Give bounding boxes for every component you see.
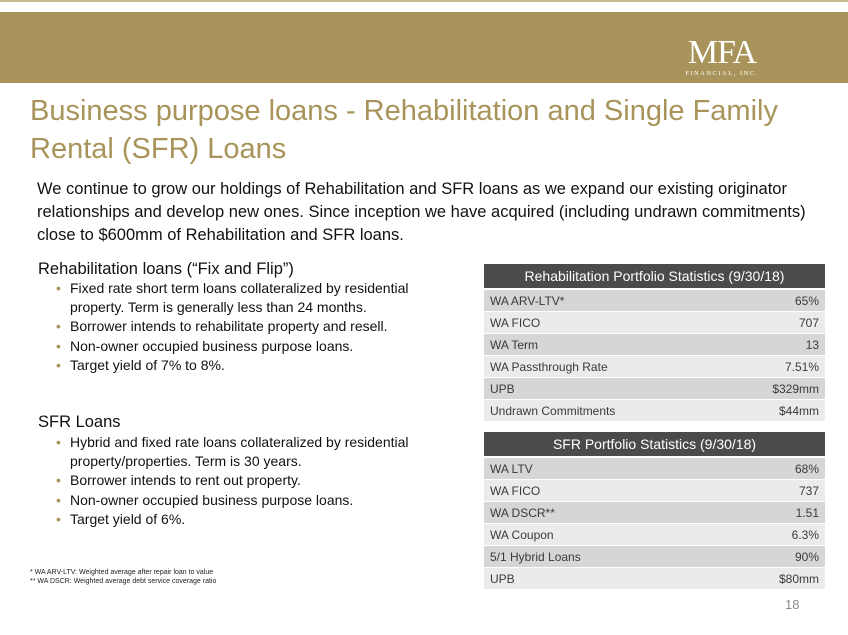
stat-value: 6.3% xyxy=(710,524,825,546)
logo-text: MFA xyxy=(687,34,757,71)
stat-label: WA Term xyxy=(484,334,723,356)
sfr-stats-table xyxy=(484,432,825,590)
table-header-row xyxy=(484,432,825,457)
list-item xyxy=(38,510,458,529)
bullet-text: Hybrid and fixed rate loans collateralized by residential property/properties. Term is 30 years. xyxy=(70,434,409,470)
title-line-2: Rental (SFR) Loans xyxy=(30,133,287,165)
bullet-icon: • xyxy=(56,337,61,354)
rehab-bullet-list xyxy=(38,279,458,375)
stat-value: 7.51% xyxy=(723,356,825,378)
intro-paragraph: We continue to grow our holdings of Rehabilitation and SFR loans as we expand our existing originator relationships and develop new ones. Since inception we have acquired (including undrawn commitments) close to $600mm of Rehabilitation and SFR loans. xyxy=(37,180,806,244)
stat-value: 737 xyxy=(710,480,825,502)
page-title xyxy=(30,92,830,168)
stat-value: $329mm xyxy=(723,378,825,400)
stat-label: 5/1 Hybrid Loans xyxy=(484,546,710,568)
rehab-heading: Rehabilitation loans (“Fix and Flip”) xyxy=(38,260,294,278)
table-row xyxy=(484,480,825,502)
bullet-icon: • xyxy=(56,356,61,373)
footnote-2: ** WA DSCR: Weighted average debt service coverage ratio xyxy=(30,578,217,585)
table-row xyxy=(484,356,825,378)
stat-label: WA LTV xyxy=(484,457,710,480)
list-item xyxy=(38,433,458,471)
bullet-text: Borrower intends to rehabilitate property and resell. xyxy=(70,318,388,335)
stat-label: Undrawn Commitments xyxy=(484,400,723,422)
bullet-icon: • xyxy=(56,318,61,335)
list-item xyxy=(38,279,458,317)
table-row xyxy=(484,400,825,422)
stat-value: 707 xyxy=(723,312,825,334)
stat-label: WA FICO xyxy=(484,480,710,502)
bullet-text: Non-owner occupied business purpose loans. xyxy=(70,491,354,508)
table-row xyxy=(484,312,825,334)
stat-value: 65% xyxy=(723,289,825,312)
list-item xyxy=(38,491,458,510)
footnotes xyxy=(30,568,216,586)
stat-label: WA DSCR** xyxy=(484,502,710,524)
table-row xyxy=(484,524,825,546)
sfr-bullet-list xyxy=(38,433,458,529)
list-item xyxy=(38,356,458,375)
list-item xyxy=(38,317,458,336)
stat-label: WA FICO xyxy=(484,312,723,334)
page-number: 18 xyxy=(785,597,800,612)
list-item xyxy=(38,471,458,490)
stat-value: 1.51 xyxy=(710,502,825,524)
top-rule xyxy=(0,0,848,2)
rehab-table-title: Rehabilitation Portfolio Statistics (9/30/18) xyxy=(484,264,825,289)
stat-value: 68% xyxy=(710,457,825,480)
rehab-stats-table xyxy=(484,264,825,422)
bullet-text: Borrower intends to rent out property. xyxy=(70,472,301,489)
table-header-row xyxy=(484,264,825,289)
stat-label: WA ARV-LTV* xyxy=(484,289,723,312)
table-row xyxy=(484,502,825,524)
title-line-1: Business purpose loans - Rehabilitation and Single Family xyxy=(30,95,778,127)
footnote-1: * WA ARV-LTV: Weighted average after repair loan to value xyxy=(30,569,214,576)
table-row xyxy=(484,546,825,568)
stat-label: UPB xyxy=(484,568,710,590)
stat-value: 13 xyxy=(723,334,825,356)
bullet-icon: • xyxy=(56,434,61,450)
list-item xyxy=(38,337,458,356)
bullet-text: Non-owner occupied business purpose loans. xyxy=(70,337,354,354)
table-row xyxy=(484,289,825,312)
bullet-icon: • xyxy=(56,472,61,489)
stat-value: $80mm xyxy=(710,568,825,590)
mfa-logo xyxy=(662,30,782,80)
table-row xyxy=(484,334,825,356)
bullet-icon: • xyxy=(56,491,61,508)
table-row xyxy=(484,457,825,480)
stat-label: WA Passthrough Rate xyxy=(484,356,723,378)
bullet-text: Target yield of 7% to 8%. xyxy=(70,356,225,373)
bullet-icon: • xyxy=(56,280,61,296)
bullet-text: Fixed rate short term loans collateralized by residential property. Term is generally less than 24 months. xyxy=(70,280,409,316)
stat-value: $44mm xyxy=(723,400,825,422)
bullet-icon: • xyxy=(56,510,61,527)
stat-value: 90% xyxy=(710,546,825,568)
stat-label: WA Coupon xyxy=(484,524,710,546)
bullet-text: Target yield of 6%. xyxy=(70,510,186,527)
stat-label: UPB xyxy=(484,378,723,400)
sfr-table-title: SFR Portfolio Statistics (9/30/18) xyxy=(484,432,825,457)
sfr-heading: SFR Loans xyxy=(38,413,121,431)
table-row xyxy=(484,378,825,400)
table-row xyxy=(484,568,825,590)
logo-subtext: FINANCIAL, INC. xyxy=(685,70,759,77)
